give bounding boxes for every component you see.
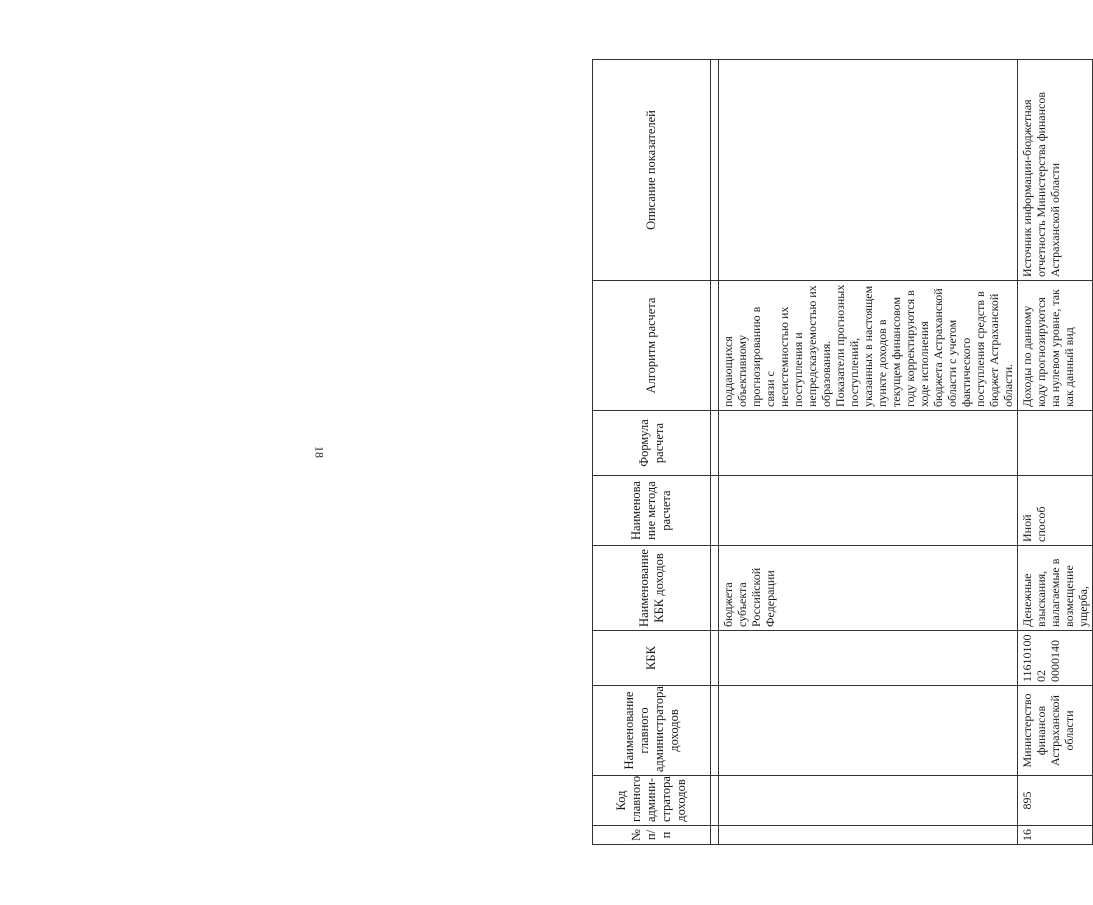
cell-admin-name: [719, 686, 1018, 776]
cell-formula: [719, 411, 1018, 476]
header-kbk-name: Наименование КБК доходов: [593, 546, 711, 631]
cell-algorithm: Доходы по данному коду прогнозируются на нулевом уровне, так как данный вид: [1018, 281, 1093, 411]
cell-kbk: [719, 631, 1018, 686]
cell-num: 16: [1018, 826, 1093, 845]
table-row: [1018, 60, 1093, 845]
header-admin-name: Наименование главного администратора доходов: [593, 686, 711, 776]
table-header-row: [593, 60, 711, 845]
header-algorithm: Алгоритм расчета: [593, 281, 711, 411]
cell-method: [719, 476, 1018, 546]
cell-kbk-name: Денежные взыскания, налагаемые в возмещение ущерба,: [1018, 546, 1093, 631]
rotated-table-container: [592, 60, 1090, 845]
header-kbk: КБК: [593, 631, 711, 686]
cell-formula: [1018, 411, 1093, 476]
header-method: Наименова ние метода расчета: [593, 476, 711, 546]
cell-num: [719, 826, 1018, 845]
cell-kbk-name: бюджета субъекта Российской Федерации: [719, 546, 1018, 631]
cell-admin-code: 895: [1018, 776, 1093, 826]
cell-description: Источник информации-бюджетная отчетность Министерства финансов Астраханской области: [1018, 60, 1093, 281]
page-number: 18: [312, 446, 327, 458]
cell-description: [719, 60, 1018, 281]
table-spacer-row: [711, 60, 719, 845]
cell-algorithm: поддающихся объективному прогнозированию в связи с несистемностью их поступления и непредсказуемостью их образования. Показатели прогнозных поступлений, указанных в настоящем пункте доходов в текущем финансовом году корректируются в ходе исполнения бюджета Астраханской области с учетом фактического поступления средств в бюджет Астраханской области.: [719, 281, 1018, 411]
revenue-forecast-table: [592, 59, 1093, 845]
header-num: № п/п: [593, 826, 711, 845]
table-row: [719, 60, 1018, 845]
cell-admin-name: Министерство финансов Астраханской области: [1018, 686, 1093, 776]
header-formula: Формула расчета: [593, 411, 711, 476]
header-description: Описание показателей: [593, 60, 711, 281]
cell-method: Иной способ: [1018, 476, 1093, 546]
cell-admin-code: [719, 776, 1018, 826]
cell-kbk: 1161010002 0000140: [1018, 631, 1093, 686]
header-admin-code: Код главного админи-стратора доходов: [593, 776, 711, 826]
